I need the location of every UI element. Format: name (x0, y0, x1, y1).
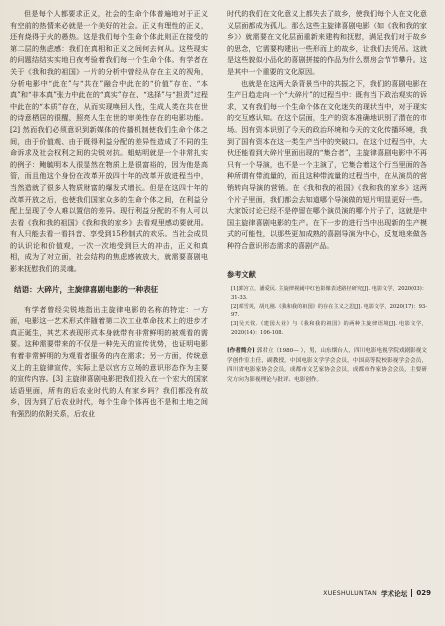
right-column (227, 8, 427, 386)
reference-item: [1]郭宫立，潘爱民. 主旋律视阈中红色影像表述路径研究[J]. 电影文学，2020(03)：31-33. (231, 286, 427, 301)
journal-name: 学术论坛 (381, 590, 408, 598)
page-number: 029 (416, 589, 431, 597)
page-footer (323, 588, 431, 598)
reference-item: [3]吴天钦.《建国大业》与《我和我的祖国》的两种主旋律语境[J]. 电影文学，2020(14)：106-108. (231, 321, 427, 337)
left-column (10, 8, 208, 420)
references-title: 参考文献 (227, 270, 256, 280)
journal-latin-name: XUESHULUNTAN (323, 589, 377, 597)
author-bio (227, 347, 427, 386)
author-bio-label: [作者简介] (227, 347, 255, 354)
references-section (227, 269, 427, 337)
reference-item: [2]邓雪英，胡凡刚.《我和我的祖国》的存在主义之思[J]. 电影文学，2020(17)：93-97. (231, 303, 427, 319)
body-paragraph: 但是每个人都要求正义，社会的生命个体普遍地对于正义有空前的热情来必就是一个美好的社会。正义有理性的正义，还有烧得于火的愚热。这是我们每个生命个体此则正在接受的第二层的焦虑感：我们在真相和正义之间何去何从。这些现实的问题结结实实地日夜考验着我们每一个生命个体。有学者在关于《我和我的祖国》一片的分析中曾经从存在主义的视角，分析电影中“此在”与“共在”融合中此在的“价值”存在、“本真”和“非本真”张力中此在的“真实”存在、“选择”与“担责”过程中此在的“本质”存在，从而实现唤回人性，生成人类在共在世的诗意栖居的很醒，照亮人生在世的审美性存在的电影功能。[2] 然而我们必须意识到新媒体的传播机制使我们生命个体之间，由于价值观、由于既得利益分配的差异性造成了不同的生命诉求及社会权利之间的尖锐对抗。蛆蛄明就是一个非常扎实的例子：鲍毓明本人很显然在物质上是很富裕的，因为他是高管，而且他这个身份在改革开放四十年的改革开放进程当中，当然造就了很多人物质财富的爆发式增长。但是在这四十年的改革开放之后，也使我们国家众多的生命个体之间，在利益分配上呈现了令人难以置信的差异。现行利益分配的不有人可以去看《我和我的祖国》《我和我的家乡》去看观里感动要就用。有人只能去看一看抖音、享受到15秒制式的欢乐。当社会成员的认识论和价值观，一次一次地受到巨大的冲击，正义和真相，成为了对立面，社会结构的焦虑感被放大，就需要喜剧电影来抚慰我们的灵魂。 (10, 9, 208, 274)
footer-divider (411, 589, 412, 597)
body-paragraph: 时代的我们在文化意义上都失去了故乡，使我们每个人在文化意义层面都成为孤儿。那么这些主旋律喜剧电影（如《我和我的家乡》）就需要在文化层面重新来建构和抚慰，满足我们对于故乡的思念，它需要构建出一些形而上的故乡，让我们去凭吊。这就是这些貌似小品化的喜剧拼接的作品为什么票房会节节攀升。这是其中一个重要的文化原因。 (227, 9, 427, 76)
body-paragraph: 也就是在这两大条背景当中的共振之下，我们的喜剧电影在生产日趋走向一个“大碎片”的过程当中：既有当下政治观实的诉求，又有我们每一个生命个体在文化迷失的现状当中，对于现实的交互感认知。在这个层面，生产的资本准确地识别了潜在的市场。因有资本识别了今天的政治环境和今天的文化传播环境，我到了国有资本在这一类生产当中的突破口。在这个过程当中，大伙还能看到大碎片里面出现的“集合者”，主旋律喜剧电影中不再只有一个导演，也不是一个主演了，它集合着这个行当里面的各种所谓有带流量的，而且这种带流量的过程当中，在从演员的营销转向导演的营销。在《我和我的祖国》《我和我的家乡》这两个片子里面，我们都会去知道哪个导演做的短片明显更好一些。大家饭讨论已经不是停留在哪个演员演的哪个片子了，这就是中国主旋律喜剧电影的生产。在下一步的进行当中出现新的生产模式的可能性，以那些更加成熟的喜剧导演为中心，反复地来做各种符合意识形态需求的喜剧产品。 (227, 78, 427, 250)
body-paragraph: 有学者曾经尖锐地指出主旋律电影的名称的特定：一方面，电影这一艺术形式伴随着第二次工业革命技术上的进步才真正诞生，其艺术表现形式本身就带有非常鲜明的被观看的需要。这种需要带来的不仅是一种先天的宣传优势，也证明电影有着非常鲜明的为观看者服务的内在需求；另一方面，传统意义上的主旋律宣传，实际上是以官方立场的意识形态作为主要的宣传内容。[3] 主旋律喜剧电影把我们投入在一个宏大的国家话语里面，所有的后农业时代的人有家乡吗？我们都没有故乡，因为到了后农业时代，每个生命个体再也不是和土地之间有强烈的依附关系，后农业 (10, 304, 208, 418)
section-heading: 结语：大碎片，主旋律喜剧电影的一种表征 (14, 284, 159, 294)
author-bio-text: 郭君立（1980— ），男，山东烟台人，四川电影电视学院戏剧影视文学创作室主任，副教授，中国电影文学学会会员，中国高等院校影视学会会员，四川省电影家协会会员，成都市文艺家协会会员，成都市作家协会会员，主要研究方向为影视理论与批评、电影创作。 (227, 347, 428, 384)
